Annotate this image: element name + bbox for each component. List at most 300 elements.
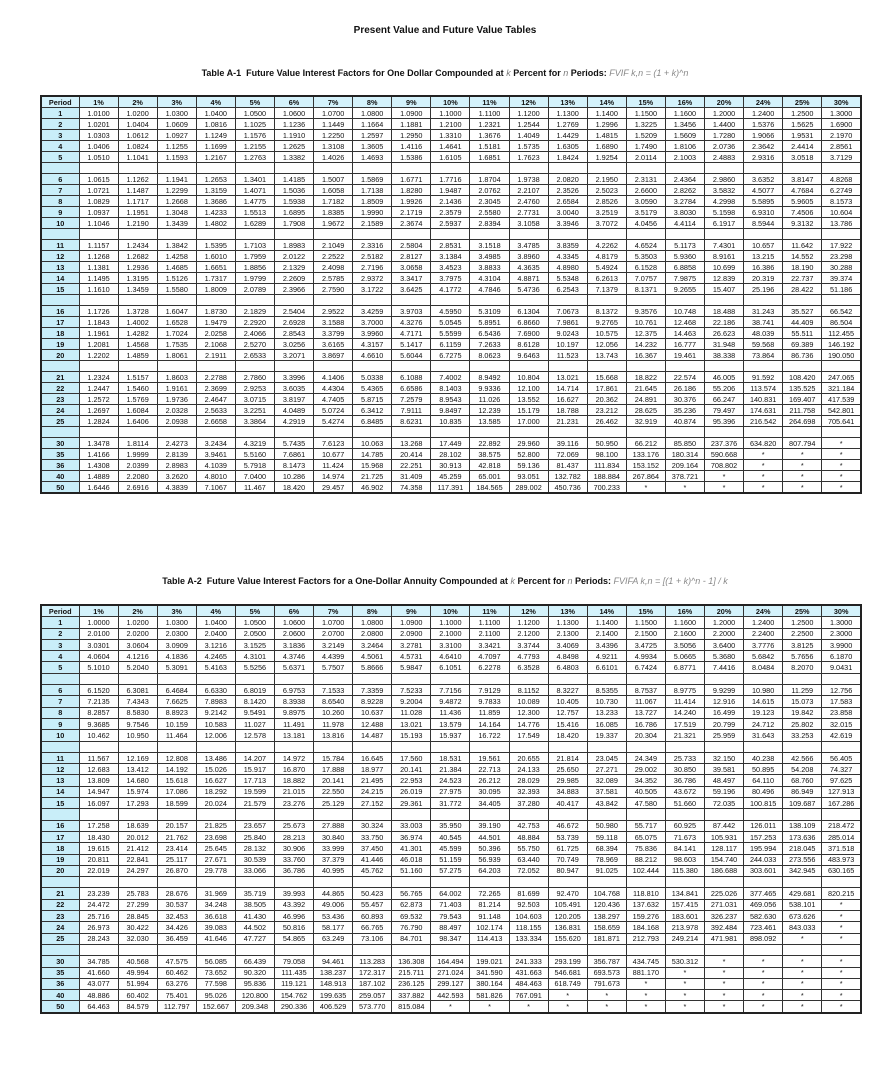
factor-cell: 1.9990	[353, 207, 392, 218]
empty-cell	[744, 877, 783, 888]
factor-cell: 2.0500	[235, 628, 274, 639]
factor-cell: 86.504	[822, 317, 861, 328]
factor-cell: 13.552	[509, 394, 548, 405]
factor-cell: 3.4396	[587, 639, 626, 650]
period-cell: 30	[41, 956, 79, 967]
table-row	[41, 174, 861, 185]
factor-cell: 26.973	[79, 922, 118, 933]
factor-cell: 1.1400	[587, 617, 626, 628]
rate-header: 5%	[235, 96, 274, 108]
factor-cell: 31.948	[705, 339, 744, 350]
factor-cell: 546.681	[548, 967, 587, 978]
title-text: Future Value Interest Factors for a One-Dollar Annuity Compounded at	[206, 576, 508, 586]
factor-cell: 35.236	[665, 405, 704, 416]
empty-cell	[665, 944, 704, 955]
empty-cell	[783, 427, 822, 438]
empty-cell	[431, 809, 470, 820]
factor-cell: 115.380	[665, 865, 704, 876]
factor-cell: 2.2000	[705, 628, 744, 639]
factor-cell: 1.1576	[235, 130, 274, 141]
factor-cell: 105.491	[548, 899, 587, 910]
factor-cell: 5.8666	[353, 662, 392, 673]
period-cell: 12	[41, 764, 79, 775]
factor-cell: 3.2071	[274, 350, 313, 361]
factor-cell: 1.6890	[587, 141, 626, 152]
empty-cell	[783, 944, 822, 955]
factor-cell: 1.9926	[392, 196, 431, 207]
factor-cell: 15.974	[118, 786, 157, 797]
factor-cell: 7.3359	[353, 685, 392, 696]
factor-cell: 1.1300	[548, 108, 587, 119]
factor-cell: 1.0200	[118, 617, 157, 628]
factor-cell: 17.560	[392, 752, 431, 763]
factor-cell: 190.050	[822, 350, 861, 361]
period-cell: 25	[41, 933, 79, 944]
factor-cell: 55.206	[705, 383, 744, 394]
factor-cell: 1.4641	[431, 141, 470, 152]
factor-cell: 4.7793	[509, 651, 548, 662]
empty-cell	[41, 741, 79, 752]
factor-cell: 1.0201	[79, 119, 118, 130]
factor-cell: 5.4274	[314, 416, 353, 427]
factor-cell: 6.8019	[235, 685, 274, 696]
factor-cell: 84.579	[118, 1001, 157, 1013]
empty-cell	[353, 673, 392, 684]
empty-cell	[392, 295, 431, 306]
factor-cell: 18.599	[157, 798, 196, 809]
factor-cell: 20.414	[392, 449, 431, 460]
factor-cell: 5.4163	[196, 662, 235, 673]
factor-cell: 1.6289	[235, 218, 274, 229]
period-cell: 36	[41, 978, 79, 989]
empty-cell	[665, 427, 704, 438]
factor-cell: 7.4343	[118, 696, 157, 707]
factor-cell: 10.730	[587, 696, 626, 707]
empty-cell	[548, 809, 587, 820]
factor-cell: 1.0400	[196, 617, 235, 628]
factor-cell: 39.374	[822, 273, 861, 284]
factor-cell: 1.6058	[314, 185, 353, 196]
rate-header: 14%	[587, 605, 626, 617]
factor-cell: 6.2278	[470, 662, 509, 673]
factor-cell: 1.7280	[705, 130, 744, 141]
table-row	[41, 273, 861, 284]
factor-cell: 1.0303	[79, 130, 118, 141]
factor-cell: 41.446	[353, 854, 392, 865]
factor-cell: 8.1420	[235, 696, 274, 707]
factor-cell: 28.845	[118, 911, 157, 922]
factor-cell: 21.762	[157, 831, 196, 842]
factor-cell: 155.620	[548, 933, 587, 944]
table-row	[41, 1001, 861, 1013]
factor-cell: 2.9860	[705, 174, 744, 185]
empty-cell	[548, 741, 587, 752]
factor-cell: 1.0200	[118, 108, 157, 119]
factor-cell: 2.8139	[157, 449, 196, 460]
factor-cell: 299.127	[431, 978, 470, 989]
empty-cell	[705, 295, 744, 306]
empty-cell	[587, 741, 626, 752]
factor-cell: 40.874	[665, 416, 704, 427]
factor-cell: 34.352	[626, 775, 665, 786]
factor-cell: 6.1870	[822, 651, 861, 662]
factor-cell: 225.026	[705, 888, 744, 899]
factor-cell: 1.7182	[314, 196, 353, 207]
rate-header: 16%	[665, 605, 704, 617]
factor-cell: 4.1216	[118, 651, 157, 662]
factor-cell: 434.745	[626, 956, 665, 967]
factor-cell: 30.095	[470, 786, 509, 797]
factor-cell: 469.056	[744, 899, 783, 910]
factor-cell: 290.336	[274, 1001, 313, 1013]
factor-cell: 68.760	[783, 775, 822, 786]
factor-cell: 195.994	[744, 843, 783, 854]
empty-cell	[744, 361, 783, 372]
factor-cell: 62.873	[392, 899, 431, 910]
factor-cell: 1.1046	[79, 218, 118, 229]
factor-cell: 40.545	[431, 831, 470, 842]
factor-cell: 11.028	[392, 707, 431, 718]
factor-cell: 6.1051	[431, 662, 470, 673]
factor-cell: 442.593	[431, 990, 470, 1001]
period-cell: 19	[41, 854, 79, 865]
empty-cell	[392, 229, 431, 240]
factor-cell: 14.487	[353, 730, 392, 741]
factor-cell: 5.5599	[431, 328, 470, 339]
empty-cell	[118, 163, 157, 174]
factor-cell: 65.001	[470, 471, 509, 482]
factor-cell: 5.7656	[783, 651, 822, 662]
factor-cell: 8.0484	[744, 662, 783, 673]
factor-cell: 51.660	[665, 798, 704, 809]
table-row	[41, 130, 861, 141]
empty-cell	[470, 295, 509, 306]
factor-cell: 9.4872	[431, 696, 470, 707]
factor-cell: 28.132	[235, 843, 274, 854]
rate-header: 24%	[744, 605, 783, 617]
empty-cell	[548, 877, 587, 888]
factor-cell: 30.288	[822, 262, 861, 273]
factor-cell: 10.575	[587, 328, 626, 339]
factor-cell: 118.155	[509, 922, 548, 933]
factor-cell: 1.1881	[392, 119, 431, 130]
factor-cell: *	[744, 1001, 783, 1013]
factor-cell: 81.214	[470, 899, 509, 910]
factor-cell: 48.497	[705, 775, 744, 786]
factor-cell: 1.1610	[79, 284, 118, 295]
table-row	[41, 306, 861, 317]
factor-cell: 10.260	[314, 707, 353, 718]
factor-cell: 380.164	[470, 978, 509, 989]
factor-cell: 35.527	[783, 306, 822, 317]
factor-cell: 92.503	[509, 899, 548, 910]
empty-cell	[274, 427, 313, 438]
empty-cell	[353, 877, 392, 888]
factor-cell: 3.7072	[587, 218, 626, 229]
factor-cell: 1.4282	[118, 328, 157, 339]
factor-cell: 815.084	[392, 1001, 431, 1013]
factor-cell: 40.417	[548, 798, 587, 809]
factor-cell: 3.3864	[235, 416, 274, 427]
factor-cell: 10.063	[353, 438, 392, 449]
factor-cell: 24.523	[431, 775, 470, 786]
factor-cell: 1.8730	[196, 306, 235, 317]
factor-cell: 3.6352	[744, 174, 783, 185]
factor-cell: 4.3157	[353, 339, 392, 350]
factor-cell: *	[783, 1001, 822, 1013]
empty-cell	[353, 427, 392, 438]
factor-cell: 79.058	[274, 956, 313, 967]
factor-cell: 16.367	[626, 350, 665, 361]
factor-cell: 15.416	[548, 718, 587, 729]
factor-cell: 1.1300	[548, 617, 587, 628]
factor-cell: 10.677	[314, 449, 353, 460]
empty-cell	[41, 673, 79, 684]
factor-cell: 46.005	[705, 372, 744, 383]
empty-cell	[235, 944, 274, 955]
factor-cell: 11.464	[157, 730, 196, 741]
factor-cell: 5.0665	[665, 651, 704, 662]
empty-cell	[783, 741, 822, 752]
factor-cell: 63.440	[509, 854, 548, 865]
factor-cell: 2.2500	[783, 628, 822, 639]
factor-cell: 61.725	[548, 843, 587, 854]
empty-cell	[626, 427, 665, 438]
factor-cell: 37.280	[509, 798, 548, 809]
factor-cell: 9.6463	[509, 350, 548, 361]
factor-cell: 3.3744	[509, 639, 548, 650]
factor-cell: 136.831	[548, 922, 587, 933]
factor-cell: 4.3104	[470, 273, 509, 284]
factor-cell: 2.0200	[118, 628, 157, 639]
factor-cell: 1.5869	[353, 174, 392, 185]
factor-cell: 34.426	[157, 922, 196, 933]
factor-cell: 2.9372	[353, 273, 392, 284]
empty-cell	[196, 427, 235, 438]
table-a1-fvif	[40, 95, 862, 494]
factor-cell: 60.462	[157, 967, 196, 978]
empty-cell	[470, 673, 509, 684]
table-row	[41, 798, 861, 809]
empty-cell	[509, 944, 548, 955]
factor-cell: 3.2149	[314, 639, 353, 650]
factor-cell: 4.4304	[314, 383, 353, 394]
factor-cell: 3.3799	[314, 328, 353, 339]
empty-cell	[431, 163, 470, 174]
factor-cell: 32.015	[822, 718, 861, 729]
factor-cell: 4.1039	[196, 460, 235, 471]
empty-cell	[353, 944, 392, 955]
factor-cell: 881.170	[626, 967, 665, 978]
factor-cell: 1.4568	[118, 339, 157, 350]
factor-cell: 2.9253	[235, 383, 274, 394]
factor-cell: 1.5376	[744, 119, 783, 130]
factor-cell: 4.3219	[235, 438, 274, 449]
factor-cell: 6.6586	[392, 383, 431, 394]
rate-header: 20%	[705, 605, 744, 617]
factor-cell: 152.667	[196, 1001, 235, 1013]
factor-cell: *	[548, 1001, 587, 1013]
factor-cell: 24.215	[353, 786, 392, 797]
factor-cell: 1.7317	[196, 273, 235, 284]
factor-cell: 8.1152	[509, 685, 548, 696]
factor-cell: 199.021	[470, 956, 509, 967]
factor-cell: 1.0800	[353, 617, 392, 628]
factor-cell: 114.413	[470, 933, 509, 944]
factor-cell: 40.568	[118, 956, 157, 967]
factor-cell: 1.6528	[157, 317, 196, 328]
empty-cell	[353, 229, 392, 240]
period-cell: 25	[41, 416, 79, 427]
factor-cell: 7.6123	[314, 438, 353, 449]
factor-cell: 12.757	[548, 707, 587, 718]
factor-cell: 1.8509	[353, 196, 392, 207]
factor-cell: 1.9738	[509, 174, 548, 185]
factor-cell: 68.394	[587, 843, 626, 854]
factor-cell: 1.1262	[118, 174, 157, 185]
factor-cell: 81.437	[548, 460, 587, 471]
factor-cell: 1.0510	[79, 152, 118, 163]
factor-cell: 2.5270	[235, 339, 274, 350]
empty-cell	[235, 877, 274, 888]
factor-cell: 33.066	[235, 865, 274, 876]
factor-cell: 100.815	[744, 798, 783, 809]
factor-cell: 16.870	[274, 764, 313, 775]
factor-cell: *	[587, 990, 626, 1001]
empty-cell	[548, 229, 587, 240]
empty-cell	[274, 809, 313, 820]
factor-cell: 264.698	[783, 416, 822, 427]
factor-cell: *	[509, 1001, 548, 1013]
factor-cell: 102.174	[470, 922, 509, 933]
factor-cell: 64.203	[470, 865, 509, 876]
factor-cell: 4.3635	[509, 262, 548, 273]
empty-cell	[705, 741, 744, 752]
factor-cell: 1.3842	[157, 240, 196, 251]
table-row	[41, 628, 861, 639]
empty-cell	[587, 809, 626, 820]
empty-cell	[665, 741, 704, 752]
factor-cell: 22.186	[705, 317, 744, 328]
factor-cell: 21.825	[196, 820, 235, 831]
factor-cell: 199.635	[314, 990, 353, 1001]
factor-cell: 8.1403	[431, 383, 470, 394]
empty-cell	[79, 361, 118, 372]
empty-cell	[509, 877, 548, 888]
factor-cell: 46.902	[353, 482, 392, 494]
factor-cell: 3.7776	[744, 639, 783, 650]
factor-cell: 1.6771	[392, 174, 431, 185]
factor-cell: 15.026	[196, 764, 235, 775]
factor-cell: 321.184	[822, 383, 861, 394]
factor-cell: 3.4785	[509, 240, 548, 251]
factor-cell: 7.9111	[392, 405, 431, 416]
factor-cell: 34.883	[548, 786, 587, 797]
factor-cell: 30.376	[665, 394, 704, 405]
empty-cell	[509, 809, 548, 820]
factor-cell: 22.251	[392, 460, 431, 471]
factor-cell: 15.407	[705, 284, 744, 295]
table-row	[41, 911, 861, 922]
factor-cell: 15.937	[431, 730, 470, 741]
factor-cell: 6.3528	[509, 662, 548, 673]
factor-cell: 51.994	[118, 978, 157, 989]
factor-cell: 44.501	[470, 831, 509, 842]
empty-cell	[235, 741, 274, 752]
period-cell: 50	[41, 482, 79, 494]
factor-cell: 50.980	[587, 820, 626, 831]
period-cell: 35	[41, 967, 79, 978]
factor-cell: 2.2080	[118, 471, 157, 482]
factor-cell: 5.6371	[274, 662, 313, 673]
factor-cell: 1.1600	[665, 617, 704, 628]
factor-cell: 19.842	[783, 707, 822, 718]
factor-cell: 1.5580	[157, 284, 196, 295]
empty-cell	[118, 229, 157, 240]
factor-cell: 2.1589	[353, 218, 392, 229]
factor-cell: 173.636	[783, 831, 822, 842]
factor-cell: 5.3091	[157, 662, 196, 673]
factor-cell: *	[744, 460, 783, 471]
factor-cell: 630.165	[822, 865, 861, 876]
factor-cell: 1.2936	[118, 262, 157, 273]
factor-cell: 18.190	[783, 262, 822, 273]
factor-cell: 1.6446	[79, 482, 118, 494]
factor-cell: 28.029	[509, 775, 548, 786]
factor-cell: 1.1941	[157, 174, 196, 185]
factor-cell: *	[822, 956, 861, 967]
factor-cell: 1.1381	[79, 262, 118, 273]
factor-cell: 14.680	[118, 775, 157, 786]
table-row	[41, 752, 861, 763]
factor-cell: 1.5460	[118, 383, 157, 394]
factor-cell: 44.409	[783, 317, 822, 328]
rate-header: 24%	[744, 96, 783, 108]
factor-cell: 3.8960	[509, 251, 548, 262]
empty-cell	[41, 944, 79, 955]
factor-cell: 10.980	[744, 685, 783, 696]
factor-cell: *	[822, 911, 861, 922]
factor-cell: 51.159	[431, 854, 470, 865]
factor-cell: 3.0301	[79, 639, 118, 650]
factor-cell: 6.1159	[431, 339, 470, 350]
factor-cell: 1.9066	[744, 130, 783, 141]
period-cell: 5	[41, 662, 79, 673]
factor-cell: 218.045	[783, 843, 822, 854]
factor-cell: *	[626, 978, 665, 989]
factor-cell: 6.1520	[79, 685, 118, 696]
factor-cell: 29.985	[548, 775, 587, 786]
factor-cell: 581.826	[470, 990, 509, 1001]
factor-cell: 582.630	[744, 911, 783, 922]
factor-cell: 128.117	[705, 843, 744, 854]
factor-cell: 1.2100	[431, 119, 470, 130]
empty-cell	[392, 809, 431, 820]
factor-cell: 244.033	[744, 854, 783, 865]
factor-cell: 20.655	[509, 752, 548, 763]
factor-cell: 2.8394	[470, 218, 509, 229]
factor-cell: 14.776	[509, 718, 548, 729]
factor-cell: 1.0000	[79, 617, 118, 628]
factor-cell: 37.581	[587, 786, 626, 797]
factor-cell: *	[783, 460, 822, 471]
factor-cell: 172.317	[353, 967, 392, 978]
factor-cell: 36.459	[157, 933, 196, 944]
factor-cell: 48.884	[509, 831, 548, 842]
factor-cell: 3.6400	[705, 639, 744, 650]
factor-cell: 2.9316	[744, 152, 783, 163]
factor-cell: 13.181	[274, 730, 313, 741]
